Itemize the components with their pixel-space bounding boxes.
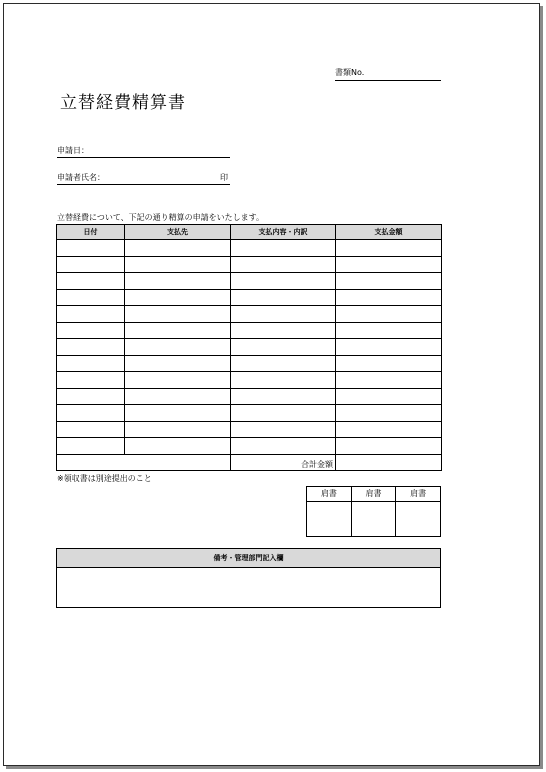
application-date-label: 申請日： <box>57 146 89 155</box>
details-cell[interactable] <box>231 421 336 438</box>
payee-cell[interactable] <box>125 339 231 356</box>
payee-cell[interactable] <box>125 256 231 273</box>
details-cell[interactable] <box>231 355 336 372</box>
table-row <box>57 256 442 273</box>
date-cell[interactable] <box>57 289 125 306</box>
payee-cell[interactable] <box>125 421 231 438</box>
approval-stamp-table <box>306 486 441 537</box>
amount-cell[interactable] <box>336 405 442 422</box>
table-row <box>57 306 442 323</box>
applicant-name-field[interactable] <box>57 172 230 185</box>
table-row <box>57 405 442 422</box>
amount-cell[interactable] <box>336 306 442 323</box>
remarks-input-area[interactable] <box>57 568 440 607</box>
amount-cell[interactable] <box>336 372 442 389</box>
table-row <box>57 421 442 438</box>
seal-mark: 印 <box>220 173 228 182</box>
date-cell[interactable] <box>57 240 125 257</box>
amount-cell[interactable] <box>336 289 442 306</box>
remarks-section <box>56 548 441 608</box>
table-row <box>57 322 442 339</box>
stamp-title-2: 肩書 <box>351 487 396 502</box>
table-row <box>57 240 442 257</box>
applicant-name-label: 申請者氏名： <box>57 173 105 182</box>
stamp-title-1: 肩書 <box>307 487 352 502</box>
stamp-box-2[interactable] <box>351 502 396 537</box>
date-cell[interactable] <box>57 355 125 372</box>
date-cell[interactable] <box>57 273 125 290</box>
table-row <box>57 289 442 306</box>
details-cell[interactable] <box>231 240 336 257</box>
payee-cell[interactable] <box>125 388 231 405</box>
intro-text: 立替経費について、下記の通り精算の申請をいたします。 <box>57 213 265 222</box>
payee-cell[interactable] <box>125 322 231 339</box>
payee-cell[interactable] <box>125 355 231 372</box>
amount-cell[interactable] <box>336 438 442 455</box>
payee-cell[interactable] <box>125 372 231 389</box>
amount-cell[interactable] <box>336 256 442 273</box>
details-cell[interactable] <box>231 388 336 405</box>
amount-cell[interactable] <box>336 421 442 438</box>
stamp-box-3[interactable] <box>396 502 441 537</box>
date-cell[interactable] <box>57 339 125 356</box>
date-cell[interactable] <box>57 405 125 422</box>
amount-cell[interactable] <box>336 388 442 405</box>
page-title: 立替経費精算書 <box>60 93 186 113</box>
remarks-title: 備考・管理部門記入欄 <box>57 549 440 568</box>
payee-cell[interactable] <box>125 273 231 290</box>
date-cell[interactable] <box>57 372 125 389</box>
column-header-amount: 支払金額 <box>336 225 442 240</box>
stamp-title-3: 肩書 <box>396 487 441 502</box>
total-row <box>57 454 442 471</box>
details-cell[interactable] <box>231 339 336 356</box>
details-cell[interactable] <box>231 273 336 290</box>
document-number-label: 書類No. <box>335 68 365 77</box>
date-cell[interactable] <box>57 421 125 438</box>
date-cell[interactable] <box>57 256 125 273</box>
details-cell[interactable] <box>231 306 336 323</box>
table-row <box>57 273 442 290</box>
details-cell[interactable] <box>231 256 336 273</box>
table-row <box>57 438 442 455</box>
details-cell[interactable] <box>231 322 336 339</box>
expense-table <box>56 224 442 471</box>
stamp-box-1[interactable] <box>307 502 352 537</box>
date-cell[interactable] <box>57 306 125 323</box>
payee-cell[interactable] <box>125 438 231 455</box>
expense-table-header <box>57 225 442 240</box>
date-cell[interactable] <box>57 388 125 405</box>
document-number-field[interactable] <box>335 67 441 81</box>
amount-cell[interactable] <box>336 273 442 290</box>
date-cell[interactable] <box>57 438 125 455</box>
receipt-note: ※領収書は別途提出のこと <box>57 474 152 483</box>
amount-cell[interactable] <box>336 339 442 356</box>
table-row <box>57 339 442 356</box>
details-cell[interactable] <box>231 372 336 389</box>
amount-cell[interactable] <box>336 240 442 257</box>
payee-cell[interactable] <box>125 289 231 306</box>
details-cell[interactable] <box>231 289 336 306</box>
application-date-field[interactable] <box>57 145 230 158</box>
total-amount-label: 合計金額 <box>231 454 336 471</box>
amount-cell[interactable] <box>336 322 442 339</box>
column-header-details: 支払内容・内訳 <box>231 225 336 240</box>
details-cell[interactable] <box>231 438 336 455</box>
column-header-date: 日付 <box>57 225 125 240</box>
table-row <box>57 372 442 389</box>
total-amount-cell[interactable] <box>336 454 442 471</box>
payee-cell[interactable] <box>125 240 231 257</box>
amount-cell[interactable] <box>336 355 442 372</box>
payee-cell[interactable] <box>125 306 231 323</box>
details-cell[interactable] <box>231 405 336 422</box>
column-header-payee: 支払先 <box>125 225 231 240</box>
table-row <box>57 388 442 405</box>
table-row <box>57 355 442 372</box>
payee-cell[interactable] <box>125 405 231 422</box>
date-cell[interactable] <box>57 322 125 339</box>
total-row-spacer <box>57 454 231 471</box>
